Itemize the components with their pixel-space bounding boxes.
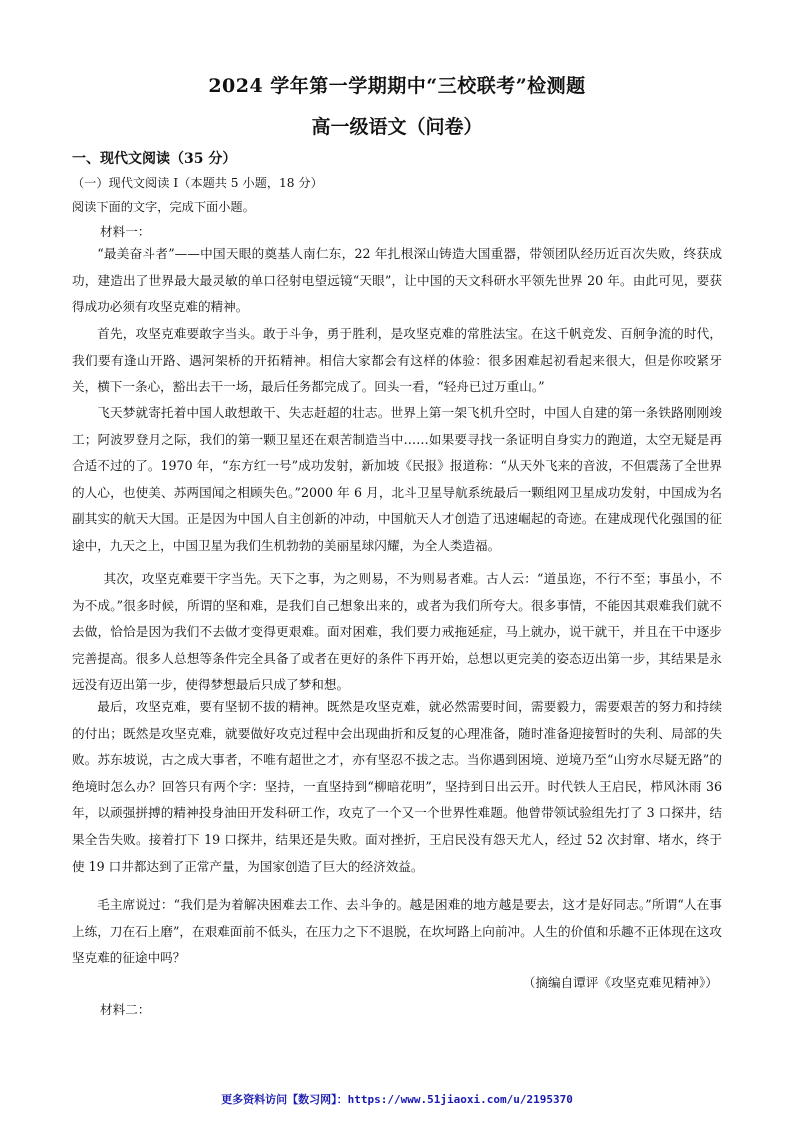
material-one-paragraph-1: “最美奋斗者”——中国天眼的奠基人南仁东，22 年扎根深山铸造大国重器，带领团队经历近百次失败，终获成功，建造出了世界最大最灵敏的单口径射电望远镜“天眼”，让中国的天文科研水平领先世界 20 年。由此可见，要获得成功必须有攻坚克难的精神。 [72, 246, 722, 315]
reading-instruction: 阅读下面的文字，完成下面小题。 [72, 200, 255, 214]
material-one-paragraph-2: 首先，攻坚克难要敢字当头。敢于斗争，勇于胜利，是攻坚克难的常胜法宝。在这千帆竞发、百舸争流的时代，我们要有逢山开路、遇河架桥的开拓精神。相信大家都会有这样的体验：很多困难起初看起来很大，但是你咬紧牙关，横下一条心，豁出去干一场，最后任务都完成了。回头一看，“轻舟已过万重山。” [72, 326, 722, 395]
material-one-paragraph-3: 飞天梦就寄托着中国人敢想敢干、失志赶超的壮志。世界上第一架飞机升空时，中国人自建的第一条铁路刚刚竣工；阿波罗登月之际，我们的第一颗卫星还在艰苦制造当中……如果要寻找一条证明自身实力的跑道，太空无疑是再合适不过的了。1970 年，“东方红一号”成功发射，新加坡《民报》报道称：“从天外飞来的音波，不但震荡了全世界的人心，也使美、苏两国闻之相顾失色。”2000 年 6 月，北斗卫星导航系统最后一颗组网卫星成功发射，中国成为名副其实的航天大国。正是因为中国人自主创新的冲动，中国航天人才创造了迅速崛起的奇迹。在建成现代化强国的征途中，九天之上，中国卫星为我们生机勃勃的美丽星球闪耀，为全人类造福。 [72, 405, 722, 553]
material-one-paragraph-4: 其次，攻坚克难要干字当先。天下之事，为之则易，不为则易者难。古人云：“道虽迩，不行不至；事虽小，不为不成。”很多时候，所谓的坚和难，是我们自己想象出来的，或者为我们所夸大。很多事情，不能因其艰难我们就不去做，恰恰是因为我们不去做才变得更艰难。面对困难，我们要力戒拖延症，马上就办，说干就干，并且在干中逐步完善提高。很多人总想等条件完全具备了或者在更好的条件下再开始，总想以更完美的姿态迈出第一步，其结果是永远没有迈出第一步，使得梦想最后只成了梦和想。 [72, 571, 722, 693]
material-two-label: 材料二： [100, 1002, 151, 1017]
footer-resource-link[interactable]: 更多资料访问【数习网】：https://www.51jiaoxi.com/u/2195370 [221, 1093, 573, 1106]
exam-title: 2024 学年第一学期期中“三校联考”检测题 [208, 75, 586, 97]
material-one-label: 材料一： [100, 224, 151, 239]
exam-subtitle: 高一级语文（问卷） [311, 116, 483, 138]
material-one-paragraph-5: 最后，攻坚克难，要有坚韧不拔的精神。既然是攻坚克难，就必然需要时间，需要毅力，需要艰苦的努力和持续的付出；既然是攻坚克难，就要做好攻克过程中会出现曲折和反复的心理准备，随时准备迎接暂时的失利、局部的失败。苏东坡说，古之成大事者，不唯有超世之才，亦有坚忍不拔之志。当你遇到困境、逆境乃至“山穷水尽疑无路”的绝境时怎么办？回答只有两个字：坚持，一直坚持到“柳暗花明”，坚持到日出云开。时代铁人王启民，栉风沐雨 36 年，以顽强拼搏的精神投身油田开发科研工作，攻克了一个又一个世界性难题。他曾带领试验组先打了 3 口探井，结果全告失败。接着打下 19 口探井，结果还是失败。面对挫折，王启民没有怨天尤人，经过 52 次封窜、堵水，终于使 19 口井都达到了正常产量，为国家创造了巨大的经济效益。 [72, 699, 722, 874]
material-one-paragraph-6: 毛主席说过：“我们是为着解决困难去工作、去斗争的。越是困难的地方越是要去，这才是好同志。”所谓“人在事上练，刀在石上磨”，在艰难面前不低头，在压力之下不退脱，在坎坷路上向前冲。人生的价值和乐趣不正体现在这攻坚克难的征途中吗？ [72, 897, 722, 966]
material-one-source: （摘编自谭评《攻坚克难见精神》） [522, 975, 718, 990]
section-heading: 一、现代文阅读（35 分） [72, 151, 237, 167]
question-group-heading: （一）现代文阅读 I（本题共 5 小题，18 分） [72, 176, 323, 190]
